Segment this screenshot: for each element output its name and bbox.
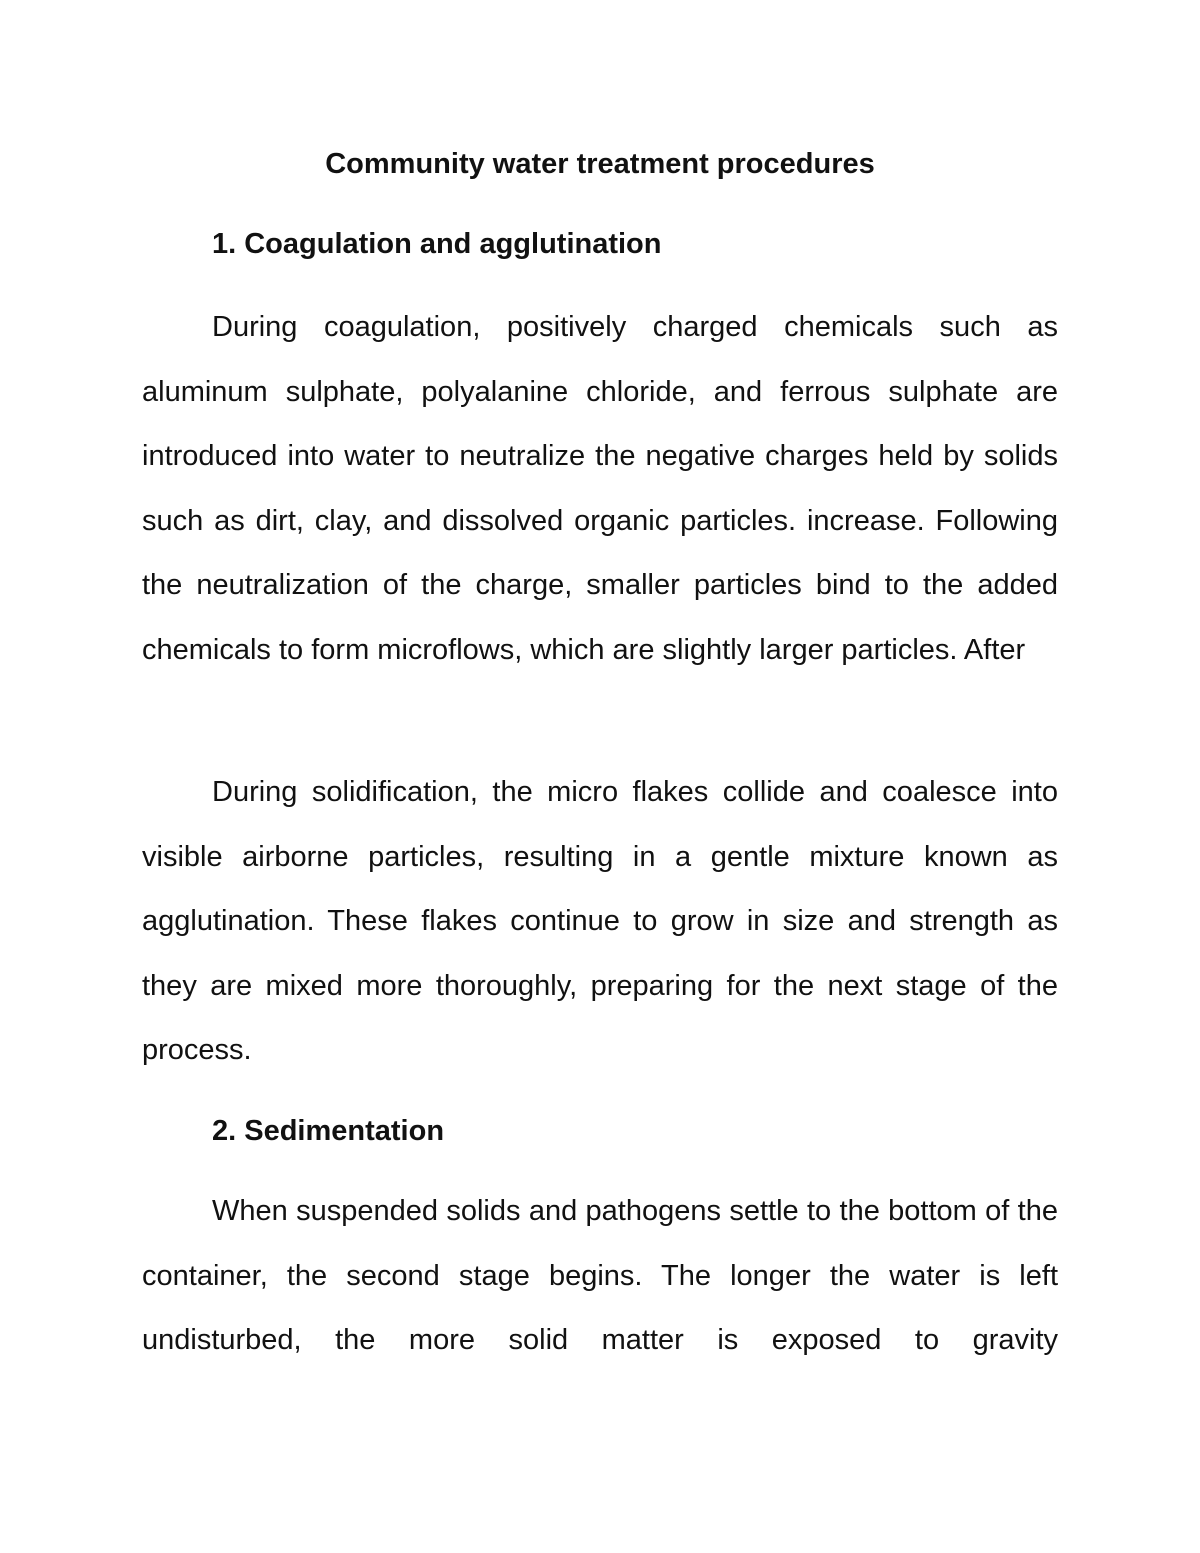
section-heading-coagulation: 1. Coagulation and agglutination bbox=[212, 228, 662, 260]
paragraph-coagulation: During coagulation, positively charged chemicals such as aluminum sulphate, polyalanine chloride, and ferrous sulphate are introduced into water to neutralize the negative charges held by solids such as dirt, clay, and dissolved organic particles. increase. Following the neutralization of the charge, smaller particles bind to the added chemicals to form microflows, which are slightly larger particles. After bbox=[142, 311, 1058, 666]
paragraph-solidification: During solidification, the micro flakes collide and coalesce into visible airborne particles, resulting in a gentle mixture known as agglutination. These flakes continue to grow in size and strength as they are mixed more thoroughly, preparing for the next stage of the process. bbox=[142, 776, 1058, 1067]
section-heading-sedimentation: 2. Sedimentation bbox=[212, 1115, 445, 1147]
document-title: Community water treatment procedures bbox=[325, 148, 875, 180]
paragraph-sedimentation: When suspended solids and pathogens settle to the bottom of the container, the second stage begins. The longer the water is left undisturbed, the more solid matter is exposed to gravity bbox=[142, 1195, 1058, 1357]
document-page bbox=[142, 0, 1058, 1553]
